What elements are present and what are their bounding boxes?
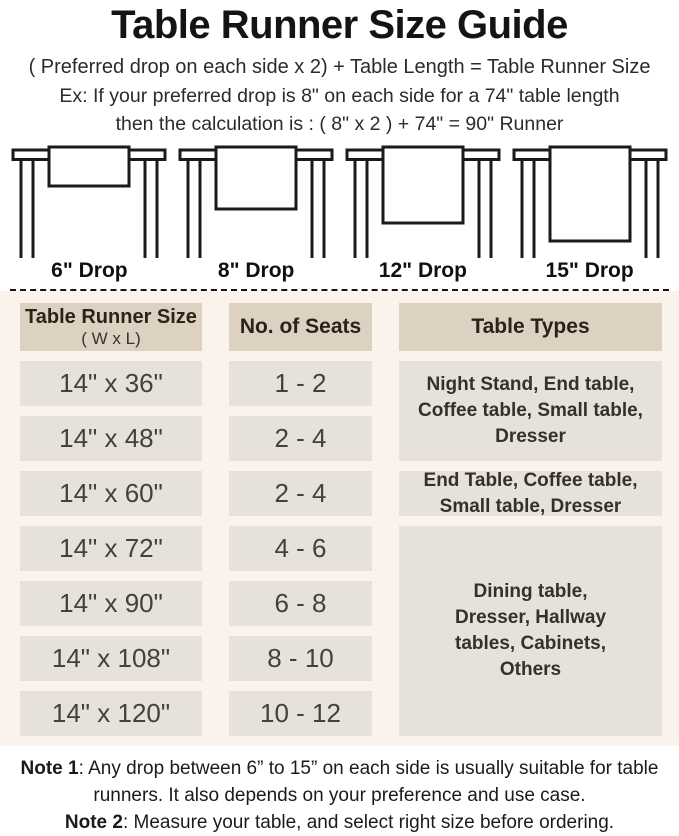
size-table [20,303,662,736]
table-with-runner-drawing [176,144,336,258]
page-title: Table Runner Size Guide [111,3,568,47]
size-cell: 14" x 72" [20,526,202,571]
note-1-label: Note 1 [20,758,79,779]
formula-line: ( Preferred drop on each side x 2) + Table Length = Table Runner Size [28,56,651,78]
table-types-text: Night Stand, End table, Coffee table, Small table, Dresser [418,374,643,447]
runner-rect [383,147,463,223]
table-with-runner-drawing [510,144,670,258]
table-types-text: Dining table, Dresser, Hallway tables, Cabinets, Others [454,581,607,680]
header-table-types-label: Table Types [471,315,590,338]
header-table-types [399,303,662,351]
header-runner-size-title: Table Runner Size [25,306,197,328]
header-seats [229,303,372,351]
runner-rect [550,147,630,241]
table-drop-illustrations [0,144,679,258]
table-with-runner-drawing [343,144,503,258]
seats-cell: 10 - 12 [229,691,372,736]
size-cell: 14" x 90" [20,581,202,626]
size-cell: 14" x 108" [20,636,202,681]
drop-label-12: 12" Drop [378,259,467,282]
size-table-section [0,291,679,746]
runner-rect [216,147,296,209]
seats-cell: 4 - 6 [229,526,372,571]
note-2 [10,809,670,836]
note-1 [10,755,670,809]
table-figure-12-drop [340,144,507,258]
table-types-text: End Table, Coffee table, Small table, Dresser [423,469,638,517]
seats-cell: 6 - 8 [229,581,372,626]
table-figure-8-drop [173,144,340,258]
runner-rect [49,147,129,186]
note-2-text: : Measure your table, and select right size before ordering. [122,812,615,833]
seats-cell: 1 - 2 [229,361,372,406]
size-cell: 14" x 60" [20,471,202,516]
drop-label-8: 8" Drop [217,259,295,282]
size-cell: 14" x 48" [20,416,202,461]
example-line-1: Ex: If your preferred drop is 8" on each side for a 74" table length [59,85,620,107]
table-with-runner-drawing [9,144,169,258]
drop-label-15: 15" Drop [545,259,634,282]
header-runner-size [20,303,202,351]
header-runner-size-sub: ( W x L) [81,329,141,348]
seats-cell: 2 - 4 [229,471,372,516]
seats-cell: 2 - 4 [229,416,372,461]
drop-labels-row [0,259,679,287]
header-seats-label: No. of Seats [239,315,362,338]
table-types-cell-large [399,526,662,736]
note-2-label: Note 2 [64,812,123,833]
table-types-cell-medium [399,471,662,516]
drop-label-6: 6" Drop [51,259,128,282]
notes-section [0,746,679,836]
table-figure-6-drop [6,144,173,258]
note-1-text: : Any drop between 6” to 15” on each side is usually suitable for table runners. It also depends on your preference and use case. [78,758,659,806]
size-cell: 14" x 36" [20,361,202,406]
seats-cell: 8 - 10 [229,636,372,681]
example-line-2: then the calculation is : ( 8" x 2 ) + 74" = 90" Runner [115,113,564,135]
table-types-cell-small [399,361,662,461]
size-cell: 14" x 120" [20,691,202,736]
table-figure-15-drop [506,144,673,258]
